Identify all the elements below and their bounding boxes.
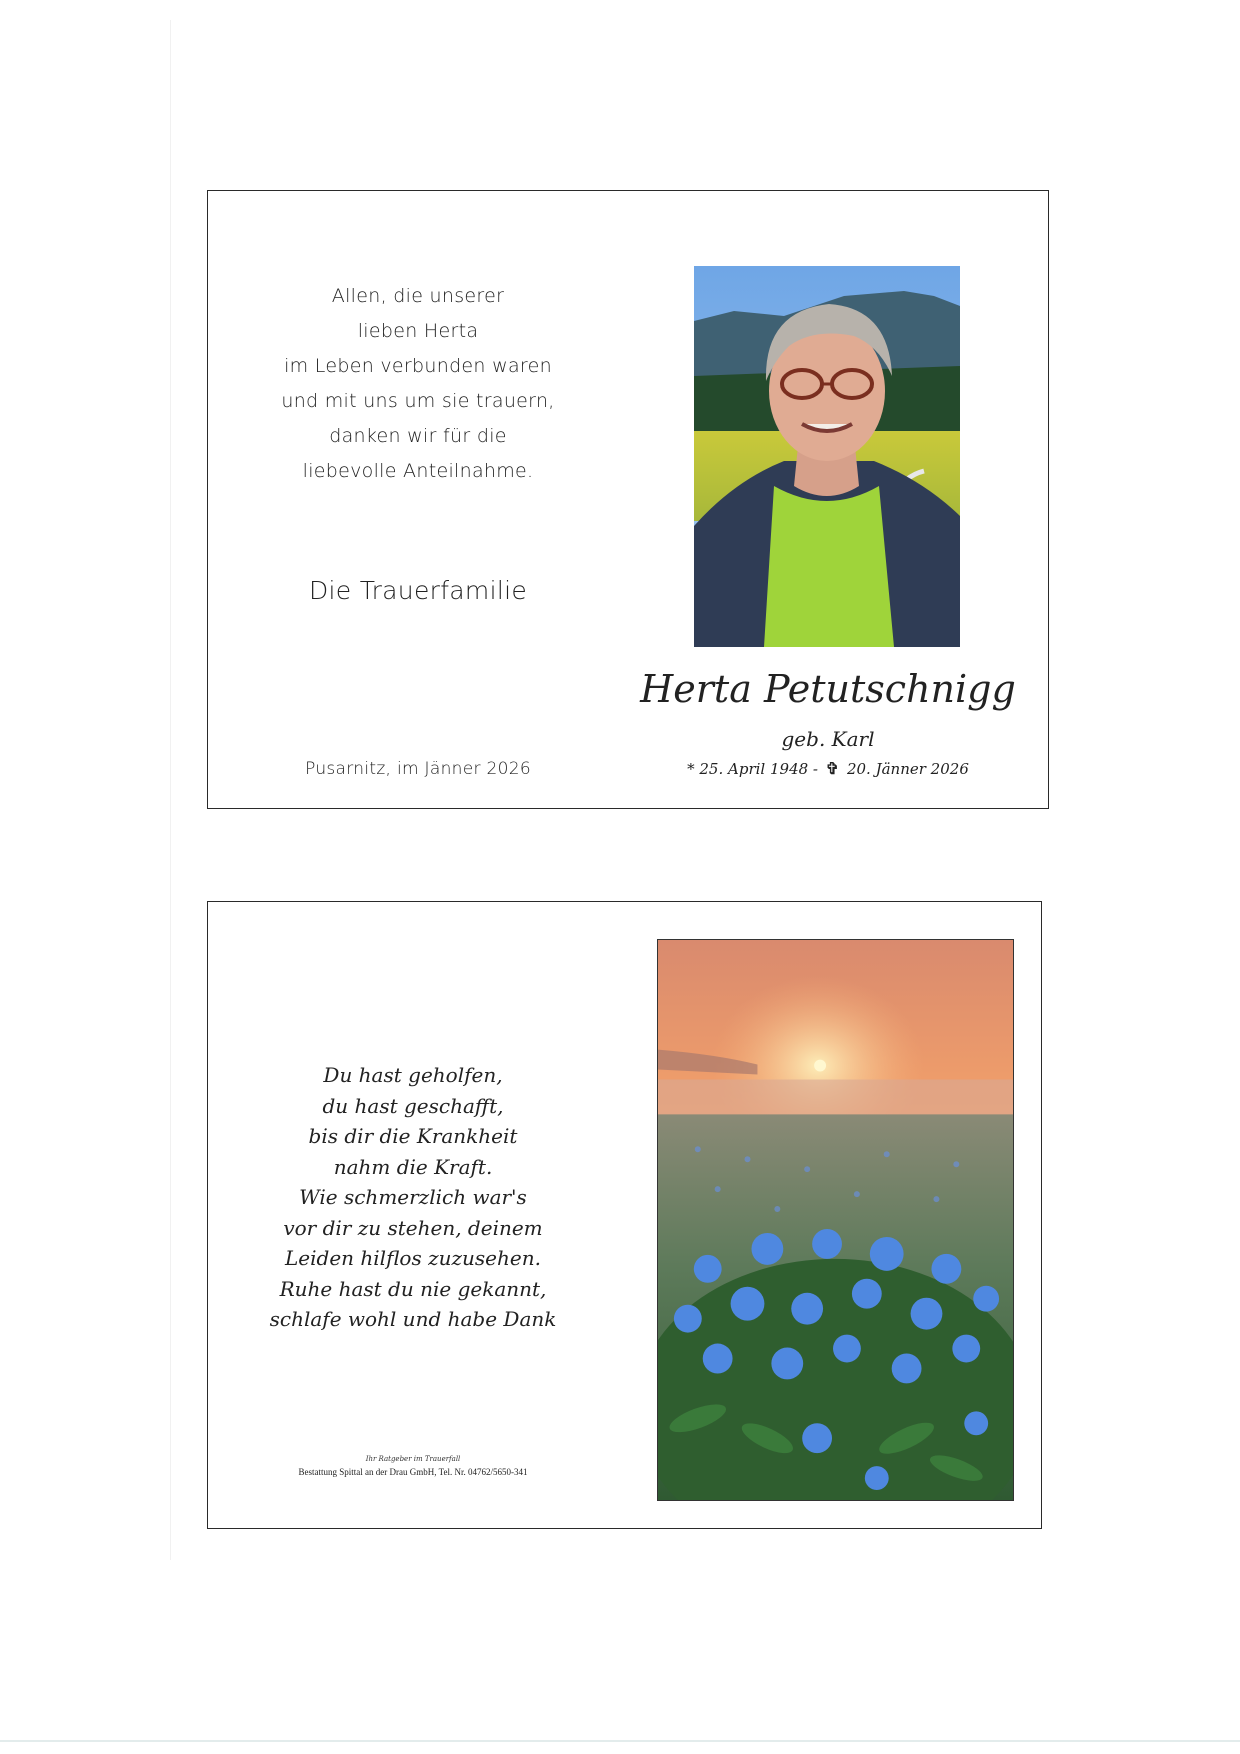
- footer-company: Bestattung Spittal an der Drau GmbH, Tel. Nr. 04762/5650-341: [298, 1467, 528, 1477]
- family-signature: Die Trauerfamilie: [308, 576, 527, 605]
- cross-icon: ✞: [825, 759, 840, 778]
- place-date: Pusarnitz, im Jänner 2026: [305, 759, 531, 779]
- life-dates: [628, 759, 1028, 778]
- thanks-line: danken wir für die: [329, 425, 507, 447]
- flower-photo: [657, 939, 1014, 1501]
- poem: [258, 1060, 568, 1335]
- thanks-line: und mit uns um sie trauern,: [281, 390, 555, 412]
- poem-line: du hast geschafft,: [322, 1093, 504, 1118]
- thanks-line: liebevolle Anteilnahme.: [302, 460, 534, 482]
- maiden-name: geb. Karl: [781, 727, 875, 751]
- scan-edge: [0, 1740, 1240, 1742]
- death-date: 20. Jänner 2026: [846, 760, 969, 778]
- deceased-name: Herta Petutschnigg: [640, 667, 1016, 711]
- poem-line: Leiden hilflos zuzusehen.: [285, 1246, 541, 1270]
- poem-line: Du hast geholfen,: [323, 1063, 503, 1087]
- thanks-line: im Leben verbunden waren: [284, 355, 552, 377]
- scan-edge: [170, 20, 171, 1560]
- thank-you-card-front: [207, 190, 1049, 809]
- poem-line: vor dir zu stehen, deinem: [283, 1215, 543, 1240]
- birth-date: * 25. April 1948 -: [687, 760, 818, 778]
- flower-image: [658, 940, 1013, 1500]
- thanks-message: [258, 279, 578, 489]
- thank-you-card-back: [207, 901, 1042, 1529]
- portrait-photo: [694, 266, 960, 647]
- poem-line: nahm die Kraft.: [333, 1154, 493, 1179]
- poem-line: schlafe wohl und habe Dank: [269, 1307, 557, 1331]
- poem-line: Ruhe hast du nie gekannt,: [279, 1276, 547, 1301]
- poem-line: bis dir die Krankheit: [308, 1124, 518, 1148]
- footer-tagline: Ihr Ratgeber im Trauerfall: [365, 1455, 461, 1463]
- thanks-line: lieben Herta: [357, 320, 479, 342]
- portrait-image: [694, 266, 960, 647]
- thanks-line: Allen, die unserer: [331, 285, 505, 307]
- poem-line: Wie schmerzlich war's: [299, 1185, 527, 1209]
